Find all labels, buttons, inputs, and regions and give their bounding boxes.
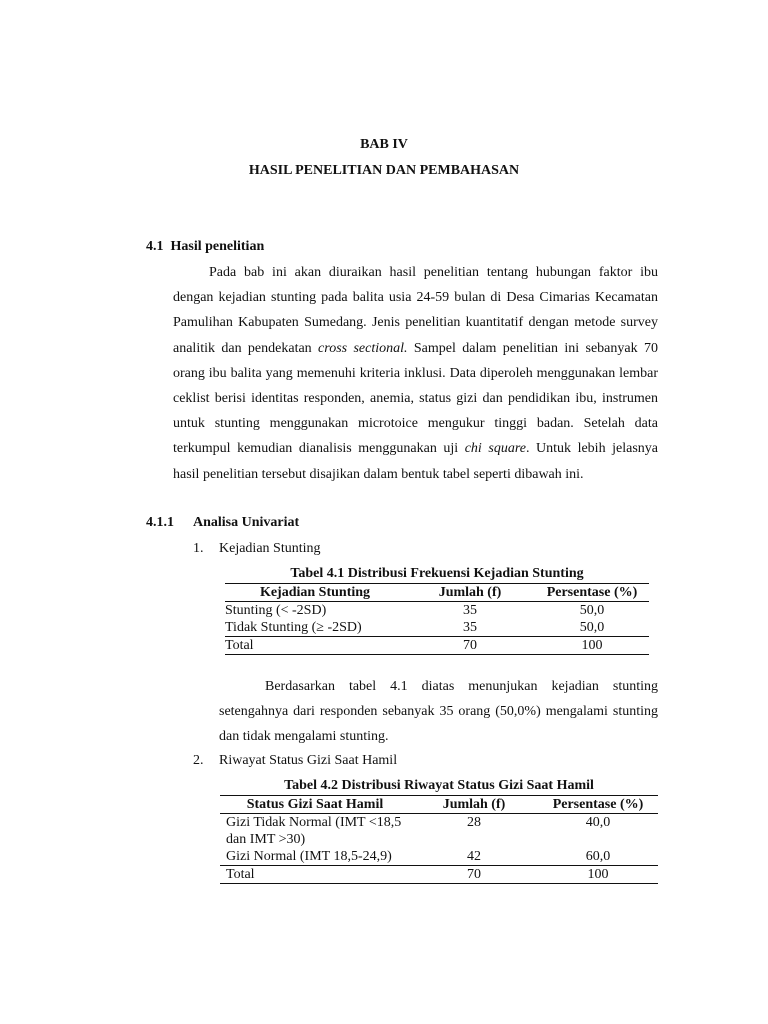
- chapter-number: BAB IV: [360, 137, 408, 152]
- intro-text-d: chi square: [464, 441, 526, 457]
- list-label-1: Kejadian Stunting: [219, 541, 321, 556]
- chapter-title: HASIL PENELITIAN DAN PEMBAHASAN: [248, 163, 520, 178]
- paragraph-table1: [219, 674, 658, 750]
- table1: [225, 583, 649, 655]
- intro-text-a: Pada bab ini akan diuraikan hasil penelitian tentang hubungan faktor ibu dengan kejadian stunting pada balita usia 24-59 bulan di Desa Cimarias Kecamatan Pamulihan Kabupaten Sumedang. Jenis penelitian kuantitatif dengan metode survey analitik dan pendekatan: [173, 265, 658, 356]
- table2-header-row: [220, 796, 658, 814]
- list-number-2: 2.: [193, 753, 204, 768]
- intro-text-c: Sampel dalam penelitian ini sebanyak 70 orang ibu balita yang memenuhi kriteria inklusi. Data diperoleh menggunakan lembar ceklist berisi identitas responden, anemia, status gizi dan pendidikan ibu, instrumen untuk stunting menggunakan microtoice mengukur tinggi badan. Setelah data terkumpul kemudian dianalisis menggunakan uji: [173, 340, 658, 457]
- table2: [220, 795, 658, 884]
- table2-cell: Gizi Normal (IMT 18,5-24,9): [226, 849, 392, 864]
- table2-header-cell: Persentase (%): [538, 796, 658, 814]
- intro-text-e: . Untuk lebih jelasnya hasil penelitian tersebut disajikan dalam bentuk tabel seperti dibawah ini.: [173, 441, 658, 482]
- table1-cell: 50,0: [579, 620, 605, 635]
- table1-total-row: [225, 637, 649, 655]
- section-heading-4-1: 4.1 Hasil penelitian: [146, 239, 265, 254]
- table2-caption: Tabel 4.2 Distribusi Riwayat Status Gizi Saat Hamil: [284, 778, 594, 793]
- intro-text-b: cross sectional.: [318, 340, 408, 356]
- table2-cell: 42: [467, 849, 481, 864]
- table2-total-row: [220, 866, 658, 884]
- table1-cell: 50,0: [579, 603, 605, 618]
- table1-cell: Stunting (< -2SD): [225, 603, 327, 618]
- table-row: [225, 619, 649, 637]
- subsection-title: Analisa Univariat: [193, 515, 300, 530]
- table1-header-cell: Kejadian Stunting: [225, 584, 405, 602]
- table1-cell: Tidak Stunting (≥ -2SD): [225, 620, 362, 635]
- table2-cell: 100: [538, 866, 658, 884]
- table1-header-cell: Jumlah (f): [405, 584, 535, 602]
- table1-cell: Total: [225, 637, 405, 655]
- table1-caption: Tabel 4.1 Distribusi Frekuensi Kejadian Stunting: [290, 566, 584, 581]
- table-row: [220, 814, 658, 849]
- table2-header-cell: Jumlah (f): [410, 796, 538, 814]
- table2-cell: 40,0: [585, 815, 611, 830]
- table1-cell: 70: [405, 637, 535, 655]
- table1-header-cell: Persentase (%): [535, 584, 649, 602]
- table2-cell: Gizi Tidak Normal (IMT <18,5 dan IMT >30): [226, 815, 402, 847]
- intro-paragraph: [173, 260, 658, 487]
- table1-cell: 35: [463, 603, 477, 618]
- table1-cell: 35: [463, 620, 477, 635]
- table2-cell: 28: [467, 815, 481, 830]
- table2-cell: Total: [220, 866, 410, 884]
- table1-cell: 100: [535, 637, 649, 655]
- table2-cell: 70: [410, 866, 538, 884]
- list-label-2: Riwayat Status Gizi Saat Hamil: [219, 753, 398, 768]
- table1-header-row: [225, 584, 649, 602]
- table-row: [220, 848, 658, 866]
- subsection-number: 4.1.1: [146, 515, 174, 530]
- list-number-1: 1.: [193, 541, 204, 556]
- table2-header-cell: Status Gizi Saat Hamil: [220, 796, 410, 814]
- table-row: [225, 602, 649, 620]
- table2-cell: 60,0: [585, 849, 611, 864]
- paragraph-table1-text: Berdasarkan tabel 4.1 diatas menunjukan kejadian stunting setengahnya dari responden sebanyak 35 orang (50,0%) mengalami stunting dan tidak mengalami stunting.: [219, 679, 658, 745]
